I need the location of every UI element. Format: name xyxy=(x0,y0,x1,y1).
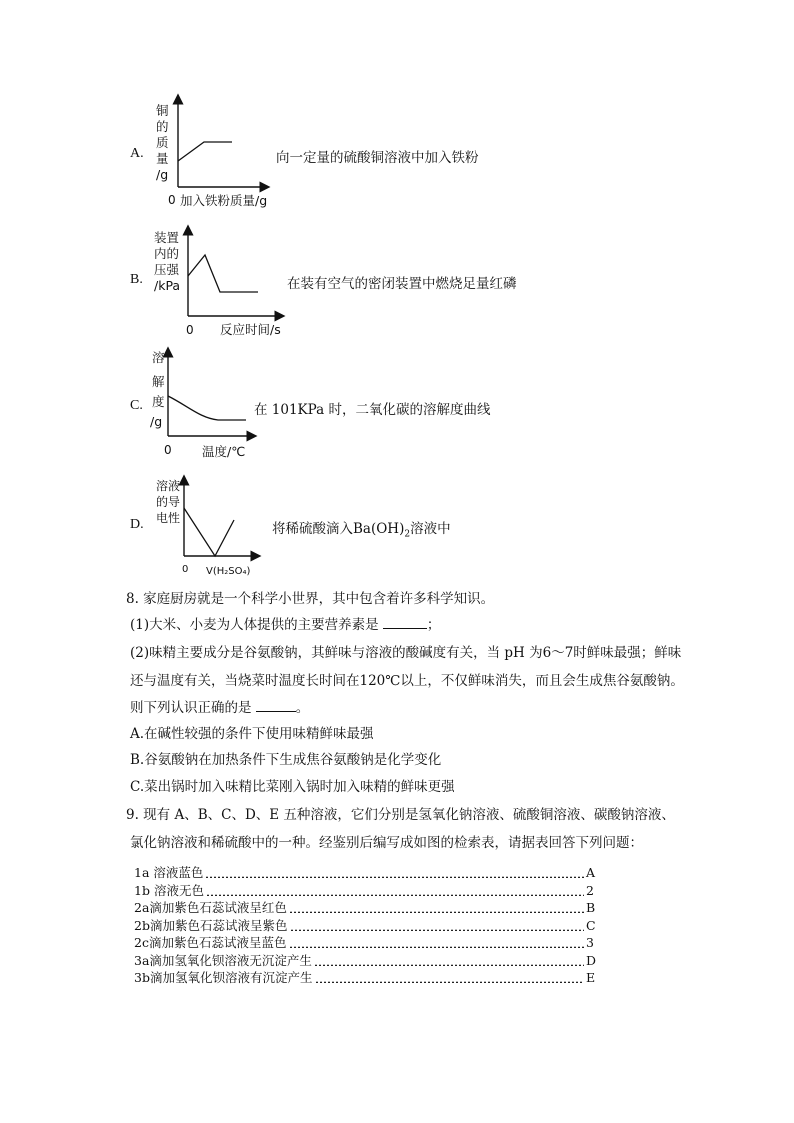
svg-text:质: 质 xyxy=(156,135,169,150)
q8-part2-line1: (2)味精主要成分是谷氨酸钠，其鲜味与溶液的酸碱度有关，当 pH 为6～7时鲜味最强；鲜味 xyxy=(130,645,682,661)
key-row: 2a滴加紫色石蕊试液呈红色 B xyxy=(134,900,596,915)
svg-text:的: 的 xyxy=(156,119,169,134)
option-d-caption: 将稀硫酸滴入$Ba(OH)_2$溶液中 xyxy=(272,521,451,540)
curve xyxy=(178,142,232,161)
y-axis-label xyxy=(156,478,180,525)
q9-stem-line2: 氯化钠溶液和稀硫酸中的一种。经鉴别后编写成如图的检索表，请据表回答下列问题： xyxy=(130,835,643,851)
x-axis-label: 反应时间/s xyxy=(220,322,281,337)
option-a-letter: A. xyxy=(130,146,144,161)
option-d-letter: D. xyxy=(130,517,144,532)
origin-label: 0 xyxy=(168,193,176,207)
curve xyxy=(168,396,246,420)
svg-text:/g: /g xyxy=(150,414,163,429)
q9-stem-line1: 9. 现有 A、B、C、D、E 五种溶液，它们分别是氢氧化钠溶液、硫酸铜溶液、碳酸钠溶液、 xyxy=(126,807,675,823)
svg-text:的导: 的导 xyxy=(156,495,181,509)
option-a-graph xyxy=(150,93,280,211)
curve xyxy=(188,255,258,292)
q8-part2-line3: 则下列认识正确的是 。 xyxy=(130,697,309,718)
key-row: 3a滴加氢氧化钡溶液无沉淀产生 D xyxy=(134,952,597,968)
dot-leader xyxy=(314,957,584,966)
y-axis-label xyxy=(156,103,169,182)
option-c-graph xyxy=(148,346,258,462)
y-axis-label xyxy=(154,230,180,293)
x-axis-label: 温度/℃ xyxy=(202,444,246,459)
svg-text:内的: 内的 xyxy=(154,246,180,261)
svg-text:电性: 电性 xyxy=(156,511,181,525)
q8-stem: 8. 家庭厨房就是一个科学小世界，其中包含着许多科学知识。 xyxy=(126,591,495,607)
svg-text:/kPa: /kPa xyxy=(154,278,181,293)
svg-text:溶: 溶 xyxy=(152,350,165,365)
svg-text:量: 量 xyxy=(156,151,169,166)
dot-leader xyxy=(205,869,584,878)
dot-leader xyxy=(315,974,584,983)
option-c-caption: 在 101KPa 时，二氧化碳的溶解度曲线 xyxy=(254,402,491,418)
svg-text:溶液: 溶液 xyxy=(156,479,181,493)
option-a-caption: 向一定量的硫酸铜溶液中加入铁粉 xyxy=(276,150,479,166)
option-d-graph xyxy=(152,474,262,580)
dot-leader xyxy=(206,887,584,896)
q8-part2-line2: 还与温度有关，当烧菜时温度长时间在120℃以上，不仅鲜味消失，而且会生成焦谷氨酸钠。 xyxy=(130,673,684,689)
option-b-letter: B. xyxy=(130,272,143,287)
curve xyxy=(184,508,234,556)
option-b-graph xyxy=(150,224,290,340)
key-row: 2c滴加紫色石蕊试液呈蓝色 3 xyxy=(134,935,594,950)
q8-choice-c: C.菜出锅时加入味精比菜刚入锅时加入味精的鲜味更强 xyxy=(130,779,455,795)
svg-text:度: 度 xyxy=(152,394,165,409)
y-axis-label xyxy=(150,350,165,429)
origin-label: 0 xyxy=(164,443,172,457)
q8-choice-a: A.在碱性较强的条件下使用味精鲜味最强 xyxy=(130,726,374,742)
key-row: 1b 溶液无色 2 xyxy=(134,882,594,898)
dot-leader xyxy=(289,939,584,948)
svg-text:压强: 压强 xyxy=(154,262,180,277)
dot-leader xyxy=(289,904,584,913)
option-c-letter: C. xyxy=(130,398,143,413)
dichotomous-key xyxy=(134,864,597,987)
origin-label: 0 xyxy=(182,564,189,575)
q8-part1: (1)大米、小麦为人体提供的主要营养素是 ； xyxy=(130,614,440,635)
dot-leader xyxy=(290,922,584,931)
option-b-caption: 在装有空气的密闭装置中燃烧足量红磷 xyxy=(287,276,517,292)
answer-blank-1[interactable] xyxy=(383,614,427,629)
svg-text:/g: /g xyxy=(156,167,169,182)
key-row: 1a 溶液蓝色 A xyxy=(134,865,596,880)
key-row: 3b滴加氢氧化钡溶液有沉淀产生 E xyxy=(134,970,596,985)
key-row: 2b滴加紫色石蕊试液呈紫色 C xyxy=(134,917,596,933)
q8-choice-b: B.谷氨酸钠在加热条件下生成焦谷氨酸钠是化学变化 xyxy=(130,752,442,768)
svg-text:铜: 铜 xyxy=(156,103,169,118)
answer-blank-2[interactable] xyxy=(256,697,296,712)
svg-text:解: 解 xyxy=(152,374,165,389)
origin-label: 0 xyxy=(186,323,194,337)
svg-text:装置: 装置 xyxy=(154,230,180,245)
x-axis-label: 加入铁粉质量/g xyxy=(180,193,268,208)
x-axis-label: V(H₂SO₄) xyxy=(206,566,251,577)
